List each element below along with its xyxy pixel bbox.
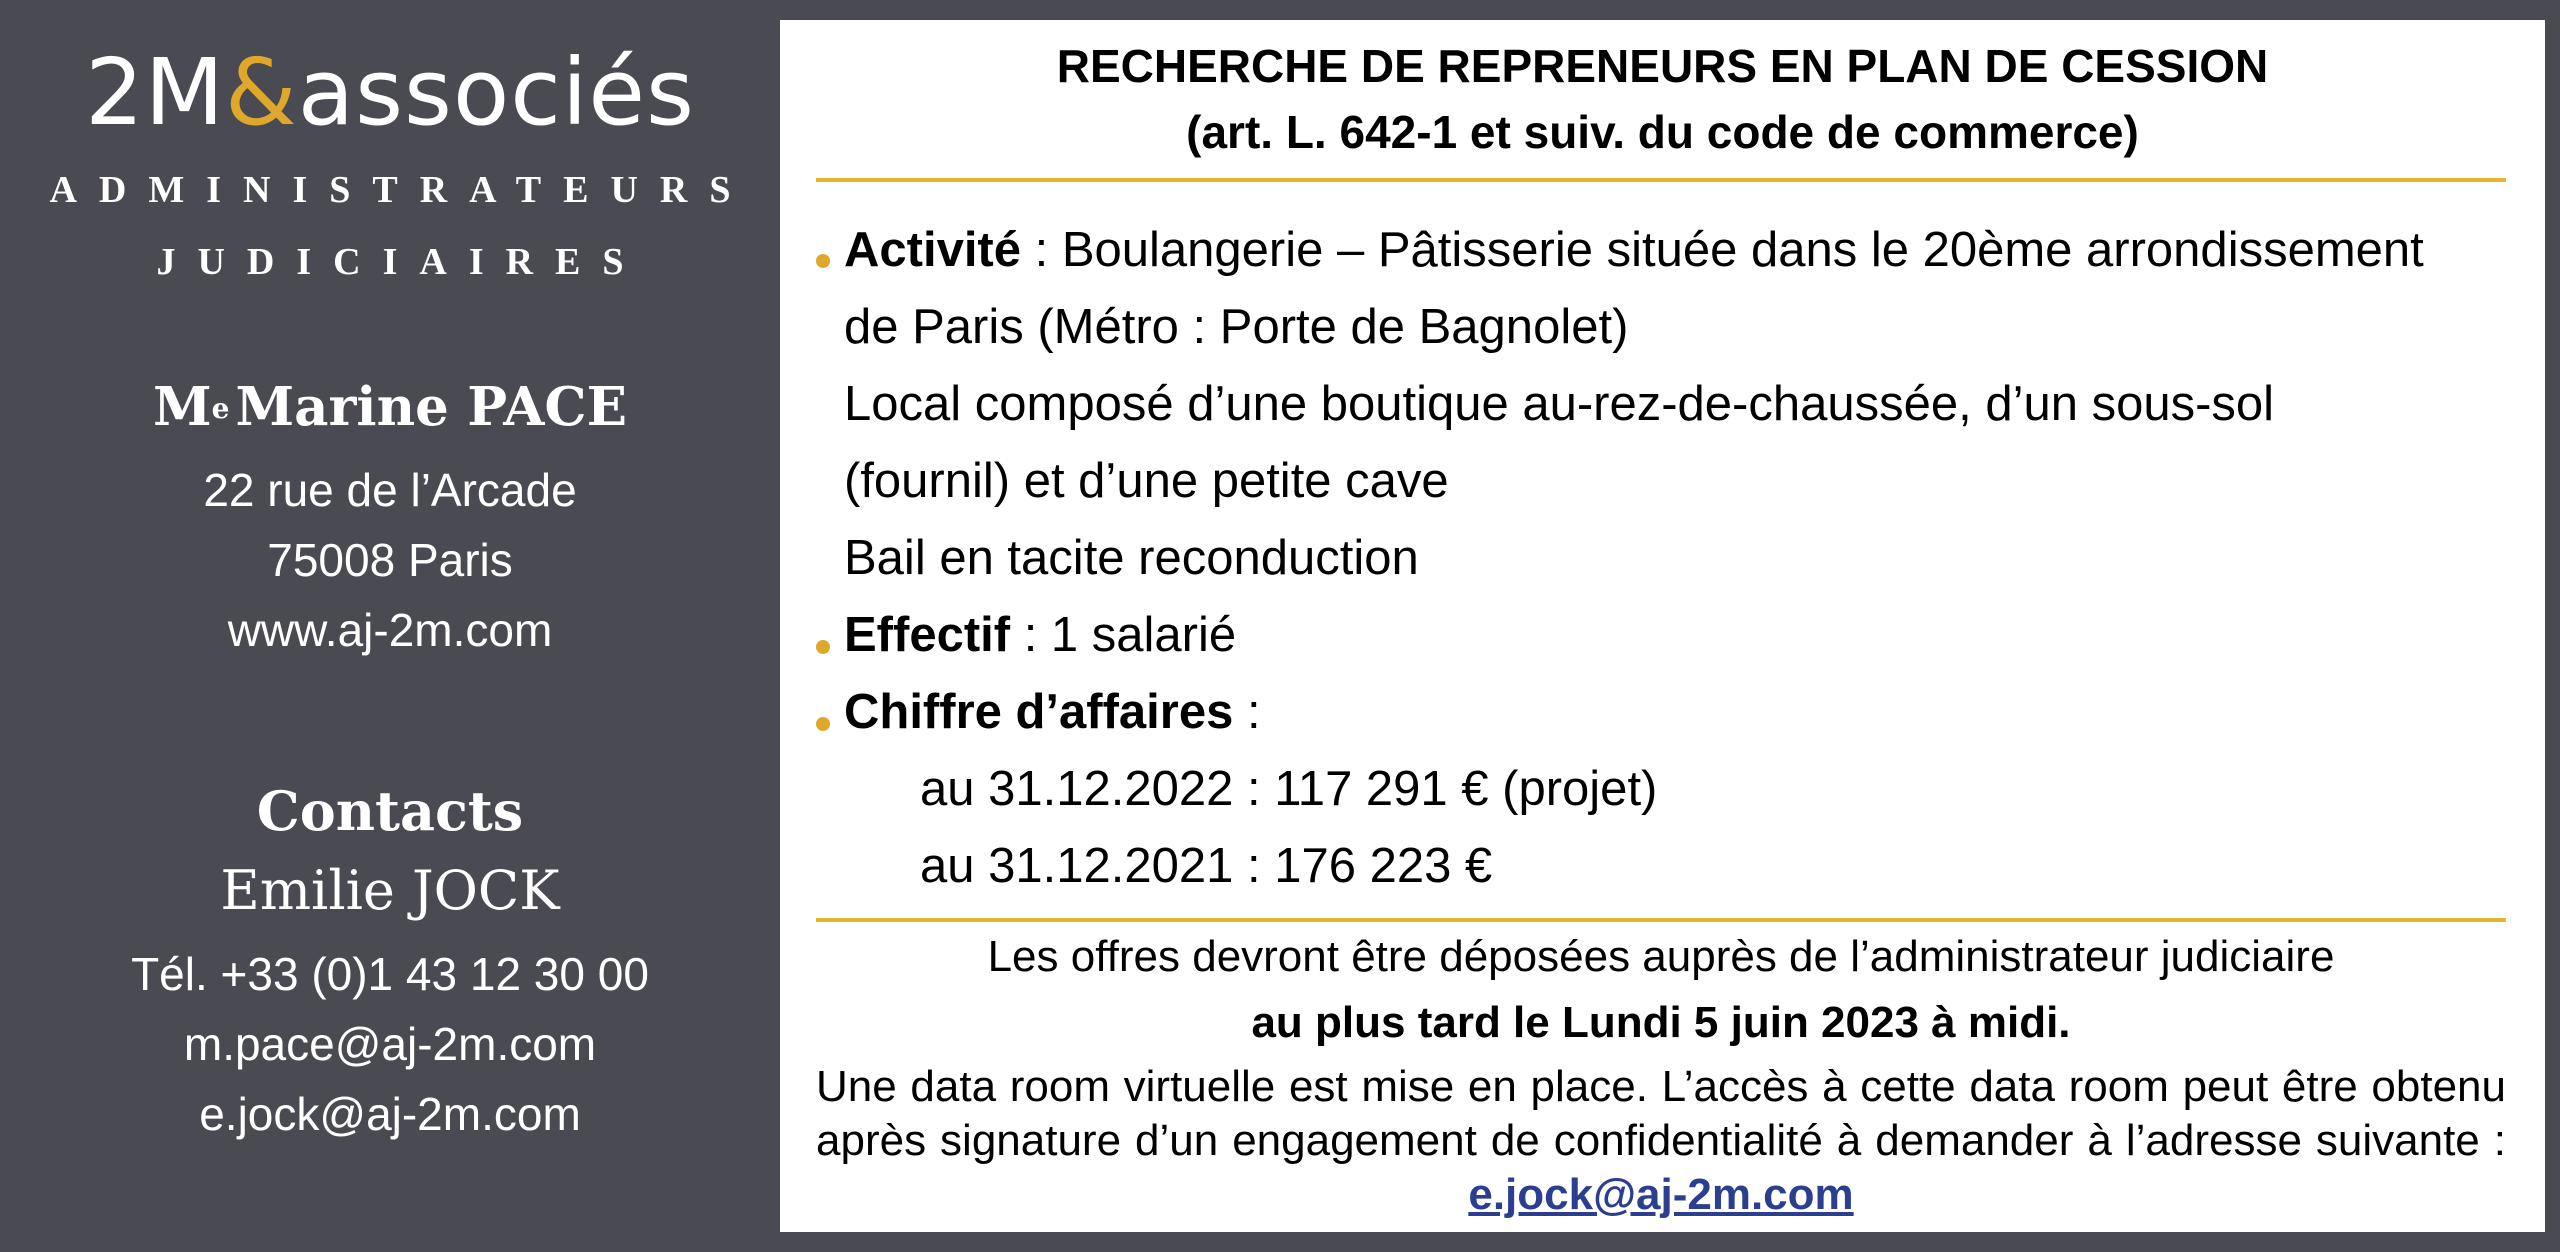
activite-line: Activité : Boulangerie – Pâtisserie située dans le 20ème arrondissement: [844, 223, 2424, 277]
local-line-1: Local composé d’une boutique au-rez-de-chaussée, d’un sous-sol: [844, 377, 2275, 431]
page-title: RECHERCHE DE REPRENEURS EN PLAN DE CESSION: [1056, 40, 2269, 92]
email-jock[interactable]: e.jock@aj-2m.com: [199, 1088, 581, 1140]
bullet-icon: [816, 640, 830, 654]
contact-name: Emilie JOCK: [220, 859, 560, 922]
ca-heading: Chiffre d’affaires :: [844, 685, 1261, 739]
deadline-text: au plus tard le Lundi 5 juin 2023 à midi.: [1251, 998, 2071, 1047]
effectif-line: Effectif : 1 salarié: [844, 608, 1237, 662]
ca-2021: au 31.12.2021 : 176 223 €: [920, 839, 1493, 893]
local-line-2: (fournil) et d’une petite cave: [844, 454, 1449, 508]
tagline-administrateurs: ADMINISTRATEURS: [49, 169, 753, 211]
contacts-heading: Contacts: [256, 779, 524, 843]
dataroom-email-link[interactable]: e.jock@aj-2m.com: [1468, 1170, 1854, 1219]
company-logo: 2M&associés: [85, 39, 695, 146]
dataroom-text: Une data room virtuelle est mise en place. L’accès à cette data room peut être obtenu après signature d’un engagement de confidentialité à demander à l’adresse suivante : e.jock@aj-2m.com: [816, 1062, 2506, 1219]
phone-number: Tél. +33 (0)1 43 12 30 00: [131, 948, 649, 1000]
offers-text: Les offres devront être déposées auprès de l’administrateur judiciaire: [987, 932, 2335, 981]
email-pace[interactable]: m.pace@aj-2m.com: [183, 1018, 597, 1070]
bullet-icon: [816, 254, 830, 268]
ca-2022: au 31.12.2022 : 117 291 € (projet): [920, 762, 1658, 816]
bullet-icon: [816, 717, 830, 731]
website-link[interactable]: www.aj-2m.com: [227, 604, 553, 656]
divider-bottom: [816, 918, 2506, 922]
page-subtitle: (art. L. 642-1 et suiv. du code de commerce): [1186, 106, 2139, 158]
lawyer-name: Me Marine PACE: [153, 376, 627, 438]
address-street: 22 rue de l’Arcade: [203, 464, 577, 516]
bail-line: Bail en tacite reconduction: [844, 531, 1419, 585]
announcement-panel: [780, 20, 2545, 1232]
divider-top: [816, 178, 2506, 182]
activite-continuation: de Paris (Métro : Porte de Bagnolet): [844, 300, 1629, 354]
tagline-judiciaires: JUDICIAIRES: [156, 241, 646, 283]
address-city: 75008 Paris: [267, 534, 513, 586]
sidebar: [0, 0, 780, 1252]
